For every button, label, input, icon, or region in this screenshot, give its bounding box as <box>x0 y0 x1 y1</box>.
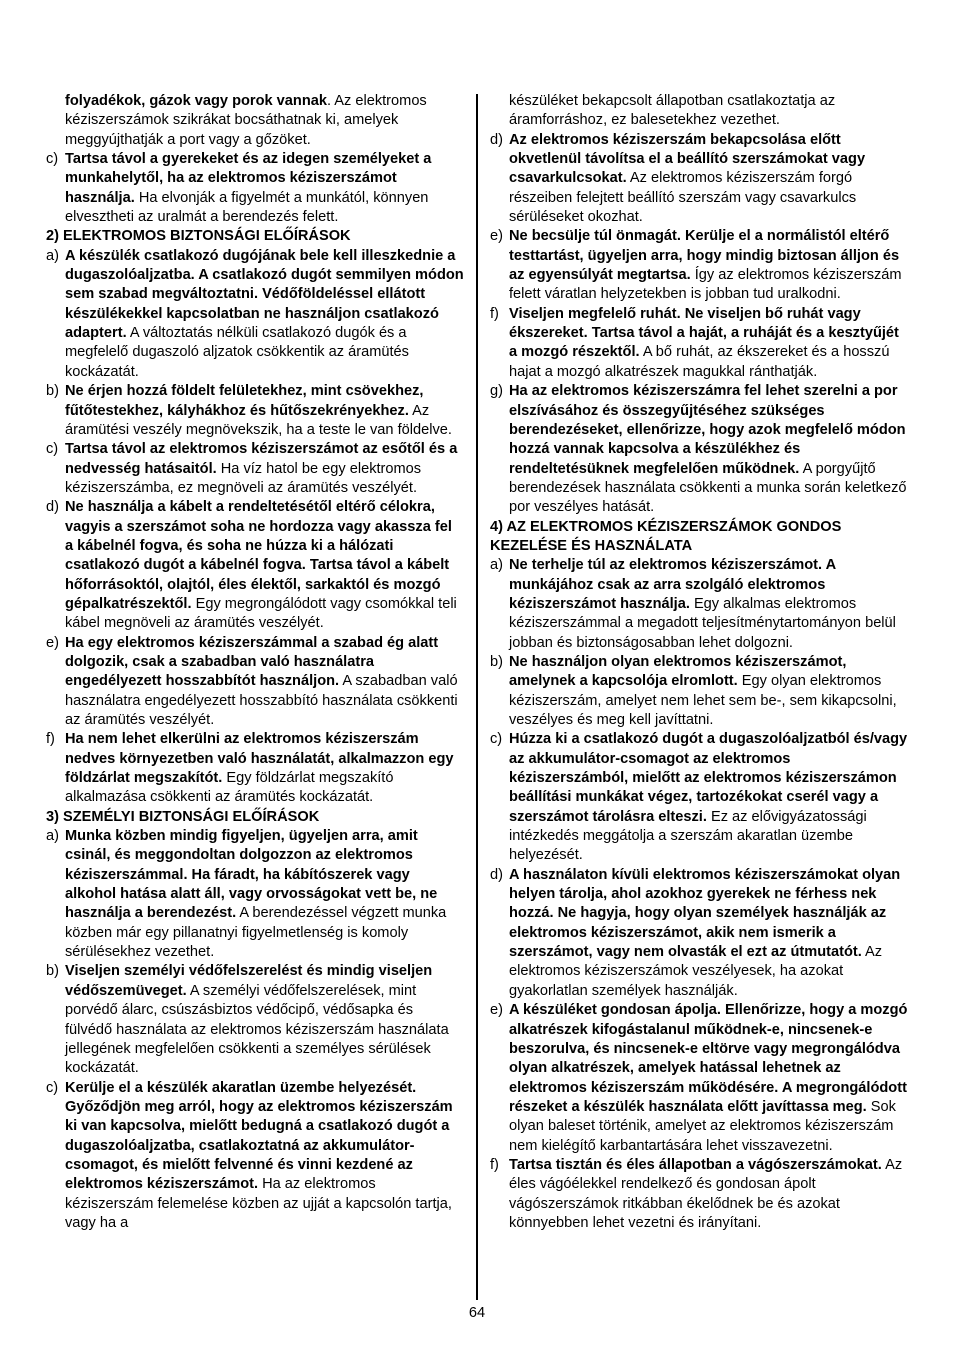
continued-paragraph <box>46 92 464 150</box>
list-item <box>46 1079 464 1234</box>
list-item <box>490 653 910 730</box>
body-text: A változtatás nélküli csatlakozó dugók és a megfelelő dugaszoló aljzatok csökkentik az áramütés kockázatát. <box>65 325 409 380</box>
bold-text: folyadékok, gázok vagy porok vannak <box>65 93 327 109</box>
body-text: A porgyűjtő berendezések használata csökkenti a munka során keletkező por veszélyes hatását. <box>509 460 907 516</box>
list-item <box>46 440 464 498</box>
body-text: Egy alkalmas elektromos kéziszerszámmal a megadott teljesítménytartományon belül jobban és biztonságosabban lehet dolgozni. <box>509 595 896 651</box>
item-label: b) <box>490 653 503 670</box>
body-text: Ha víz hatol be egy elektromos kéziszerszámba, ez megnöveli az áramütés veszélyét. <box>65 460 422 496</box>
bold-text: Viseljen személyi védőfelszerelést és mindig viseljen védőszemüveget. <box>65 963 433 999</box>
list-item <box>46 382 464 440</box>
body-text: Az elektromos kéziszerszám forgó részeiben felejtett beállító szerszám vagy csavarkulcs sérüléseket okozhat. <box>509 170 857 226</box>
bold-text: Munka közben mindig figyeljen, ügyeljen arra, amit csinál, és meggondoltan dolgozzon az elektromos kéziszerszámmal. Ha fáradt, ha kábítószerek vagy alkohol hatása alatt áll, vagy orvosságokat vett be, ne használja a berendezést. <box>65 828 438 922</box>
continued-paragraph <box>490 92 910 131</box>
bold-text: Az elektromos kéziszerszám bekapcsolása előtt okvetlenül távolítsa el a beállító szerszámokat vagy csavarkulcsokat. <box>509 131 866 187</box>
list-item <box>490 382 910 517</box>
bold-text: Tartsa távol a gyerekeket és az idegen személyeket a munkahelytől, ha az elektromos kéziszerszámot használja. <box>65 151 432 206</box>
list-item <box>46 150 464 227</box>
body-text: Ez az elővigyázatossági intézkedés meggátolja a szerszám akaratlan üzembe helyezését. <box>509 808 867 864</box>
list-item <box>490 556 910 653</box>
left-column <box>46 92 464 1233</box>
list-item <box>490 1001 910 1156</box>
item-label: d) <box>46 499 59 516</box>
body-text: készüléket bekapcsolt állapotban csatlakoztatja az áramforráshoz, ez balesetekhez vezethet. <box>509 93 836 129</box>
item-label: d) <box>490 131 503 148</box>
bold-text: Ne terhelje túl az elektromos kéziszerszámot. A munkájához csak az arra szolgáló elektromos kéziszerszámot használja. <box>509 557 836 612</box>
bold-text: A készülék csatlakozó dugójának bele kell illeszkednie a dugaszolóaljzatba. A csatlakozó dugót semmilyen módon sem szabad megváltoztatni. Védőföldeléssel ellátott készülékekkel kapcsolatban ne használjon csatlakozó adaptert. <box>65 247 464 342</box>
bold-text: Ne használja a kábelt a rendeltetésétől eltérő célokra, vagyis a szerszámot soha ne hordozza vagy akassza fel a kábelnél fogva, és soha ne húzza ki a hálózati csatlakozó dugót a kábelnél fogva. Tartsa távol a kábelt hőforrásoktól, olajtól, éles élektől, sarkaktól és mozgó gépalkatrészektől. <box>65 499 452 612</box>
item-label: e) <box>490 1002 503 1019</box>
item-label: f) <box>490 305 499 322</box>
body-text: A bő ruhát, az ékszereket és a hosszú hajat a mozgó alkatrészek magukkal ránthatják. <box>509 344 890 380</box>
body-text: Ha elvonják a figyelmét a munkától, könnyen elvesztheti az uralmát a berendezés felett. <box>65 189 429 226</box>
section-heading: 4) AZ ELEKTROMOS KÉZISZERSZÁMOK GONDOS KEZELÉSE ÉS HASZNÁLATA <box>490 518 842 554</box>
bold-text: Ha az elektromos kéziszerszámra fel lehet szerelni a por elszívásához és összegyűjtéséhez szükséges berendezéseket, ellenőrizze, hogy azok megfelelő módon hozzá vannak kapcsolva a készülékhez és rendeltetésüknek megfelelően működnek. <box>509 383 906 477</box>
list-item <box>490 131 910 228</box>
bold-text: Tartsa tisztán és éles állapotban a vágószerszámokat. <box>509 1156 882 1173</box>
item-label: c) <box>46 441 59 458</box>
item-label: c) <box>46 151 59 168</box>
bold-text: A készüléket gondosan ápolja. Ellenőrizze, hogy a mozgó alkatrészek kifogástalanul működnek-e, nincsenek-e beszorulva, és nincsenek-e eltörve vagy megrongálódva olyan alkatrészek, amelyek hatással lehetnek az elektromos kéziszerszám működésére. A megrongálódott részeket a készülék használata előtt javíttassa meg. <box>509 1002 908 1115</box>
list-item <box>46 634 464 731</box>
item-label: e) <box>46 634 59 651</box>
body-text: A személyi védőfelszerelések, mint porvédő álarc, csúszásbiztos védőcipő, védősapka és fülvédő használata az elektromos kéziszerszám használata jellegének megfelelően csökkenti a személyes sérülések kockázatát. <box>65 982 449 1077</box>
bold-text: Ne használjon olyan elektromos kéziszerszámot, amelynek a kapcsolója elromlott. <box>509 653 847 690</box>
bold-text: Ne érjen hozzá földelt felületekhez, mint csövekhez, fűtőtestekhez, kályhákhoz és hűtőszekrényekhez. <box>65 383 424 419</box>
bold-text: Ha egy elektromos kéziszerszámmal a szabad ég alatt dolgozik, csak a szabadban való használatra engedélyezett hosszabbítót használjon. <box>65 634 439 690</box>
bold-text: Tartsa távol az elektromos kéziszerszámot az esőtől és a nedvesség hatásaitól. <box>65 441 458 477</box>
item-label: d) <box>490 866 503 883</box>
list-item <box>46 962 464 1078</box>
list-item <box>490 730 910 865</box>
item-label: c) <box>490 731 503 748</box>
body-text: Ha az elektromos kéziszerszám felemelése közben az ujját a kapcsolón tartja, vagy ha a <box>65 1176 452 1231</box>
bold-text: Ne becsülje túl önmagát. Kerülje el a normálistól eltérő testtartást, ügyeljen arra, hogy mindig biztosan álljon és az egyensúlyát megtartsa. <box>509 228 900 284</box>
section-heading: 3) SZEMÉLYI BIZTONSÁGI ELŐÍRÁSOK <box>46 808 320 825</box>
body-text: Egy olyan elektromos kéziszerszám, amelyet nem lehet sem be-, sem kikapcsolni, veszélyes és meg kell javíttatni. <box>509 673 897 728</box>
item-label: f) <box>46 731 55 748</box>
item-label: b) <box>46 383 59 400</box>
item-label: a) <box>46 247 59 264</box>
list-item <box>46 247 464 382</box>
right-column <box>490 92 910 1233</box>
bold-text: A használaton kívüli elektromos kéziszerszámokat olyan helyen tárolja, ahol azokhoz gyerekek ne férhess nek hozzá. Ne hagyja, hogy olyan személyek használják az elektromos kéziszerszámot, akik nem ismerik a szerszámot, vagy nem olvasták el ezt az útmutatót. <box>509 866 901 961</box>
list-item <box>490 305 910 382</box>
list-item <box>490 1156 910 1233</box>
item-label: c) <box>46 1079 59 1096</box>
bold-text: Ha nem lehet elkerülni az elektromos kéziszerszám nedves környezetben való használatát, alkalmazzon egy földzárlat megszakítót. <box>65 731 454 787</box>
list-item <box>490 227 910 304</box>
body-text: Egy megrongálódott vagy csomókkal teli kábel megnöveli az áramütés veszélyét. <box>65 595 457 632</box>
body-text: Sok olyan baleset történik, amelyet az elektromos kéziszerszám nem kielégítő karbantartására lehet visszavezetni. <box>509 1098 896 1154</box>
item-label: g) <box>490 383 503 400</box>
page-number: 64 <box>468 1305 486 1321</box>
body-text: Így az elektromos kéziszerszám felett váratlan helyzetekben is jobban tud uralkodni. <box>509 267 902 303</box>
bold-text: Húzza ki a csatlakozó dugót a dugaszolóaljzatból és/vagy az akkumulátor-csomagot az elektromos kéziszerszámból, mielőtt az elektromos kéziszerszámon beállítási munkákat végez, tartozékokat cserél vagy a szerszámot tárolásra elteszi. <box>509 731 908 825</box>
body-text: . Az elektromos kéziszerszámok szikrákat bocsáthatnak ki, amelyek meggyújthatják a port vagy a gőzöket. <box>65 93 427 148</box>
body-text: A berendezéssel végzett munka közben már egy pillanatnyi figyelmetlenség is komoly sérülésekhez vezethet. <box>65 905 447 961</box>
bold-text: Kerülje el a készülék akaratlan üzembe helyezését. Győződjön meg arról, hogy az elektromos kéziszerszám ki van kapcsolva, mielőtt bedugná a csatlakozó dugót a dugaszolóaljzatba, csatlakoztatná az akkumulátor-csomagot, és mielőtt felvenné és vinni kezdené az elektromos kéziszerszámot. <box>65 1079 453 1193</box>
section-heading: 2) ELEKTROMOS BIZTONSÁGI ELŐÍRÁSOK <box>46 228 351 245</box>
item-label: f) <box>490 1156 499 1173</box>
list-item <box>490 866 910 1001</box>
bold-text: Viseljen megfelelő ruhát. Ne viseljen bő ruhát vagy ékszereket. Tartsa távol a haját, a ruháját és a kesztyűjét a mozgó részektől. <box>509 305 899 361</box>
body-text: Egy földzárlat megszakító alkalmazása csökkenti az áramütés kockázatát. <box>65 770 394 806</box>
body-text: A szabadban való használatra engedélyezett hosszabbító használata csökkenti az áramütés veszélyét. <box>65 673 458 728</box>
item-label: a) <box>490 557 503 574</box>
body-text: Az áramütési veszély megnövekszik, ha a teste le van földelve. <box>65 402 452 438</box>
list-item <box>46 730 464 807</box>
list-item <box>46 498 464 633</box>
item-label: e) <box>490 228 503 245</box>
item-label: a) <box>46 828 59 845</box>
column-divider <box>476 94 478 1300</box>
body-text: Az elektromos kéziszerszámok veszélyesek, ha azokat gyakorlatlan személyek használják. <box>509 944 883 999</box>
item-label: b) <box>46 963 59 980</box>
list-item <box>46 827 464 962</box>
body-text: Az éles vágóélekkel rendelkező és gondosan ápolt vágószerszámok ritkábban ékelődnek be és azokat könnyebben lehet vezetni és irányítani. <box>509 1156 903 1231</box>
